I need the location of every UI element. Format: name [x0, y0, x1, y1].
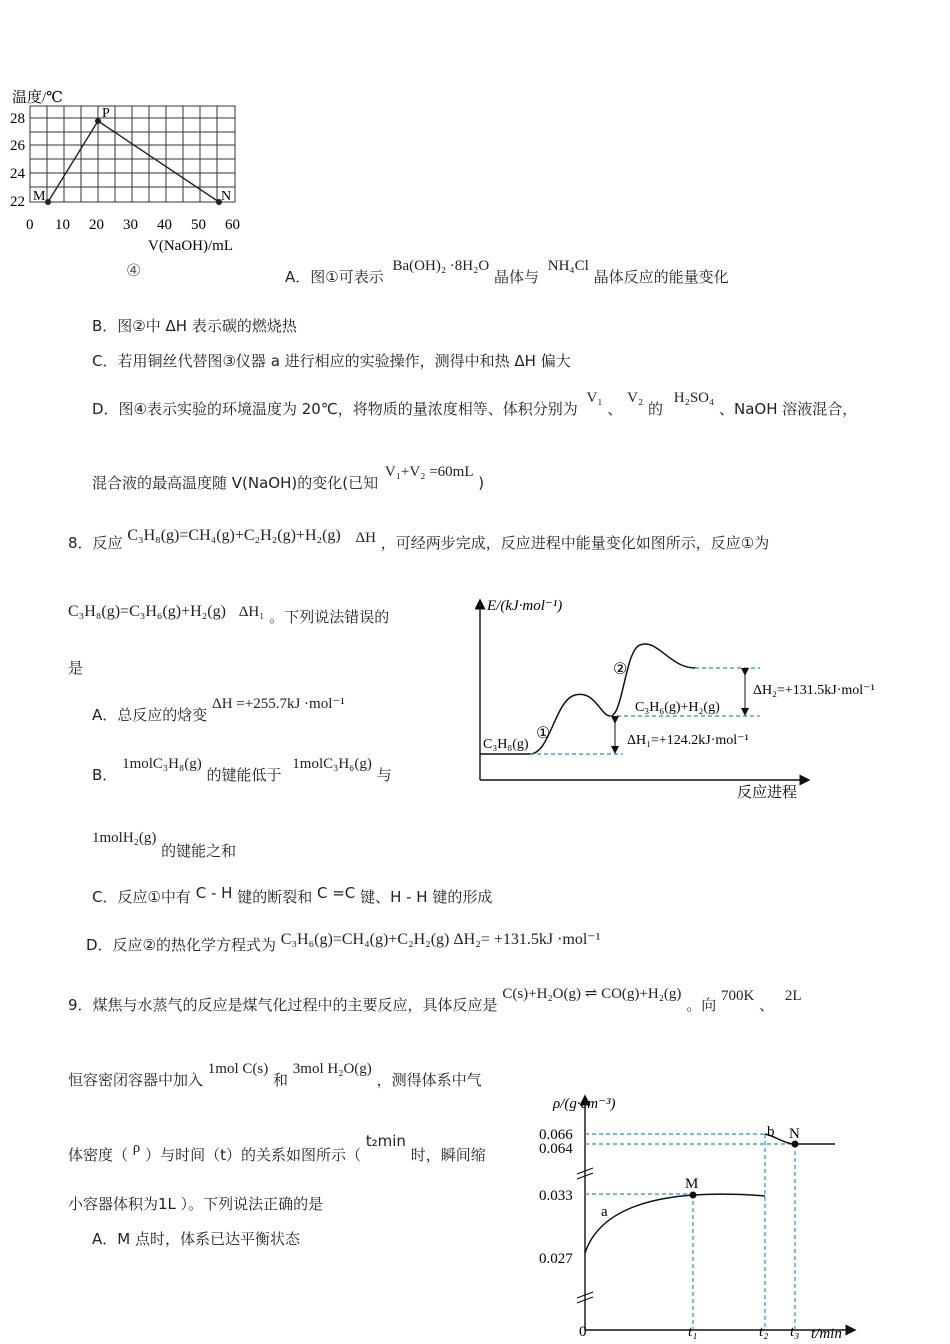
q9-stem-text: 和 [273, 1071, 289, 1089]
q8-b-text: 的键能低于 [206, 766, 282, 784]
rho-ytick: 0.066 [539, 1127, 573, 1143]
fig4-xtick: 50 [191, 217, 206, 233]
fig4-point-m [45, 199, 51, 205]
fig4-ylabel: 温度/℃ [12, 90, 63, 106]
fig4-ytick: 28 [10, 111, 25, 127]
q9-option-a: A．M 点时，体系已达平衡状态 [92, 1230, 300, 1248]
q8-stem-text: 。下列说法错误的 [269, 608, 390, 626]
rho-origin: 0 [579, 1324, 587, 1340]
q9-stem-text: 9．煤焦与水蒸气的反应是煤气化过程中的主要反应，具体反应是 [68, 996, 498, 1014]
figure-4-temperature-chart [8, 84, 258, 284]
fig4-xlabel: V(NaOH)/mL [148, 238, 233, 254]
volume-condition: V₁+V₂ =60mL [384, 464, 474, 480]
fig4-xtick: 10 [55, 217, 70, 233]
q8-delta-h1: ΔH₁ [238, 604, 265, 620]
rho-ytick: 0.027 [539, 1251, 573, 1267]
q7-a-text: 晶体反应的能量变化 [593, 268, 729, 286]
q9-reactant-c: 1mol C(s) [207, 1061, 269, 1077]
q8-option-b [92, 756, 392, 785]
q7-option-b: B．图②中 ΔH 表示碳的燃烧热 [92, 317, 297, 335]
q9-volume: 2L [784, 988, 802, 1004]
label-m: M [685, 1176, 699, 1192]
q9-stem-2 [68, 1061, 482, 1090]
q8-d-equation: C₃H₆(g)=CH₄(g)+C₂H₂(g) ΔH₂= +131.5kJ ·mol⁻¹ [280, 931, 601, 948]
q8-c-text: 键、H - H 键的形成 [360, 888, 493, 906]
label-n: N [789, 1126, 800, 1142]
q9-stem [68, 986, 802, 1015]
fig4-xtick: 30 [123, 217, 138, 233]
q8-equation-1: C₃H₈(g)=C₃H₆(g)+H₂(g) [68, 603, 226, 620]
q9-stem-text: 时，瞬间缩 [410, 1146, 486, 1164]
q8-stem-text: 8．反应 [68, 534, 123, 552]
q8-stem [68, 527, 770, 553]
q7-option-c: C．若用铜丝代替图③仪器 a 进行相应的实验操作，测得中和热 ΔH 偏大 [92, 352, 571, 370]
q9-stem-text: 体密度（ [68, 1146, 129, 1164]
formula-baoh2: Ba(OH)₂ ·8H₂O [392, 258, 490, 274]
label-step-1: ① [536, 725, 551, 742]
q8-delta-h: ΔH [355, 530, 376, 546]
q7-d-text: 、NaOH 溶液混合， [719, 400, 858, 418]
fig4-line [48, 121, 219, 202]
q7-option-d [92, 390, 858, 419]
rho-ytick: 0.064 [539, 1141, 573, 1157]
q7-a-text: 晶体与 [493, 268, 539, 286]
label-dh2: ΔH₂=+131.5kJ·mol⁻¹ [753, 683, 875, 698]
fig4-grid [30, 106, 235, 202]
q7-d-text: 的 [647, 400, 663, 418]
q9-stem-text: 恒容密闭容器中加入 [68, 1071, 204, 1089]
fig4-number: ④ [126, 261, 142, 280]
label-b: b [767, 1124, 775, 1140]
fig4-yticks [10, 111, 26, 210]
fig4-xtick: 20 [89, 217, 104, 233]
fig4-ytick: 22 [10, 194, 25, 210]
q9-stem-text: ）与时间（t）的关系如图所示（ [145, 1146, 361, 1164]
fig4-point-p [95, 118, 101, 124]
q8-a-text: A．总反应的焓变 [92, 706, 208, 724]
q8-b-text: B． [92, 766, 118, 784]
q8-a-value: ΔH =+255.7kJ ·mol⁻¹ [212, 696, 345, 712]
q9-stem-3 [68, 1132, 486, 1165]
fig4-xtick: 60 [225, 217, 240, 233]
symbol-v1: V₁ [586, 390, 603, 406]
fig4-label-p: P [102, 106, 110, 121]
fig4-ytick: 26 [10, 138, 25, 154]
q8-b-text: 的键能之和 [161, 842, 237, 860]
fig4-xticks [26, 217, 240, 233]
formula-c3h8: 1molC₃H₈(g) [122, 756, 202, 772]
q9-stem-text: 。向 [686, 996, 717, 1014]
q8-option-b-cont [92, 830, 237, 860]
energy-xlabel: 反应进程 [737, 785, 798, 801]
q9-stem-text: ，测得体系中气 [376, 1071, 482, 1089]
density-time-graph [535, 1088, 865, 1344]
rho-xlabel: t/min [811, 1326, 842, 1342]
formula-c3h6: 1molC₃H₆(g) [292, 756, 372, 772]
rho-ylabel: ρ/(g·cm⁻³) [553, 1096, 616, 1112]
label-intermediate: C₃H₆(g)+H₂(g) [635, 700, 720, 715]
q8-equation: C₃H₈(g)=CH₄(g)+C₂H₂(g)+H₂(g) [127, 527, 341, 544]
fig4-xtick: 0 [26, 217, 34, 233]
point-m [690, 1192, 697, 1199]
q9-reactant-h2o: 3mol H₂O(g) [292, 1061, 372, 1077]
curve-b [765, 1134, 835, 1144]
q8-c-text: C．反应①中有 [92, 888, 191, 906]
rho-xtick: t₂ [759, 1324, 769, 1340]
curve-a [585, 1194, 765, 1253]
symbol-rho: ρ [132, 1140, 141, 1156]
q9-stem-text: 、 [759, 996, 775, 1014]
bond-c-c: C =C [316, 884, 356, 902]
q8-b-text: 与 [376, 766, 392, 784]
q8-stem-3: 是 [68, 659, 84, 677]
q7-option-d-cont [92, 464, 485, 493]
symbol-v2: V₂ [627, 390, 644, 406]
label-a: a [601, 1204, 608, 1220]
fig4-label-n: N [221, 189, 232, 204]
symbol-t2: t₂min [365, 1132, 406, 1150]
label-reactant: C₃H₈(g) [483, 737, 529, 752]
energy-profile-diagram [475, 590, 915, 810]
fig4-label-m: M [33, 189, 46, 204]
label-dh1: ΔH₁=+124.2kJ·mol⁻¹ [627, 733, 749, 748]
fig4-ytick: 24 [10, 166, 25, 182]
rho-guides [585, 1134, 795, 1330]
q9-stem-4: 小容器体积为1L ）。下列说法正确的是 [68, 1195, 324, 1213]
q8-d-text: D．反应②的热化学方程式为 [86, 936, 276, 954]
q8-option-d [86, 931, 601, 955]
q7-a-text: A．图①可表示 [285, 268, 384, 286]
q8-option-c [92, 886, 492, 907]
q7-d-text: ) [478, 474, 485, 492]
q8-stem-2 [68, 603, 390, 627]
bond-c-h: C - H [195, 884, 233, 902]
formula-h2: 1molH₂(g) [92, 830, 157, 846]
q7-d-text: D．图④表示实验的环境温度为 20℃，将物质的量浓度相等、体积分别为 [92, 400, 578, 418]
fig4-xtick: 40 [157, 217, 172, 233]
rho-ytick: 0.033 [539, 1188, 573, 1204]
q9-equation: C(s)+H₂O(g) ⇌ CO(g)+H₂(g) [502, 986, 682, 1002]
rho-xtick: t₃ [790, 1324, 800, 1340]
q9-temperature: 700K [721, 988, 755, 1004]
q8-option-a [92, 696, 345, 725]
rho-xtick: t₁ [688, 1324, 698, 1340]
q8-c-text: 键的断裂和 [237, 888, 313, 906]
energy-ylabel: E/(kJ·mol⁻¹) [487, 598, 563, 614]
q8-stem-text: ，可经两步完成，反应进程中能量变化如图所示，反应①为 [380, 534, 770, 552]
q7-d-text: 混合液的最高温度随 V(NaOH)的变化(已知 [92, 474, 379, 492]
q7-d-text: 、 [607, 400, 623, 418]
formula-nh4cl: NH₄Cl [547, 258, 589, 274]
formula-h2so4: H₂SO₄ [673, 390, 715, 406]
label-step-2: ② [613, 661, 628, 678]
q7-option-a [285, 258, 729, 287]
